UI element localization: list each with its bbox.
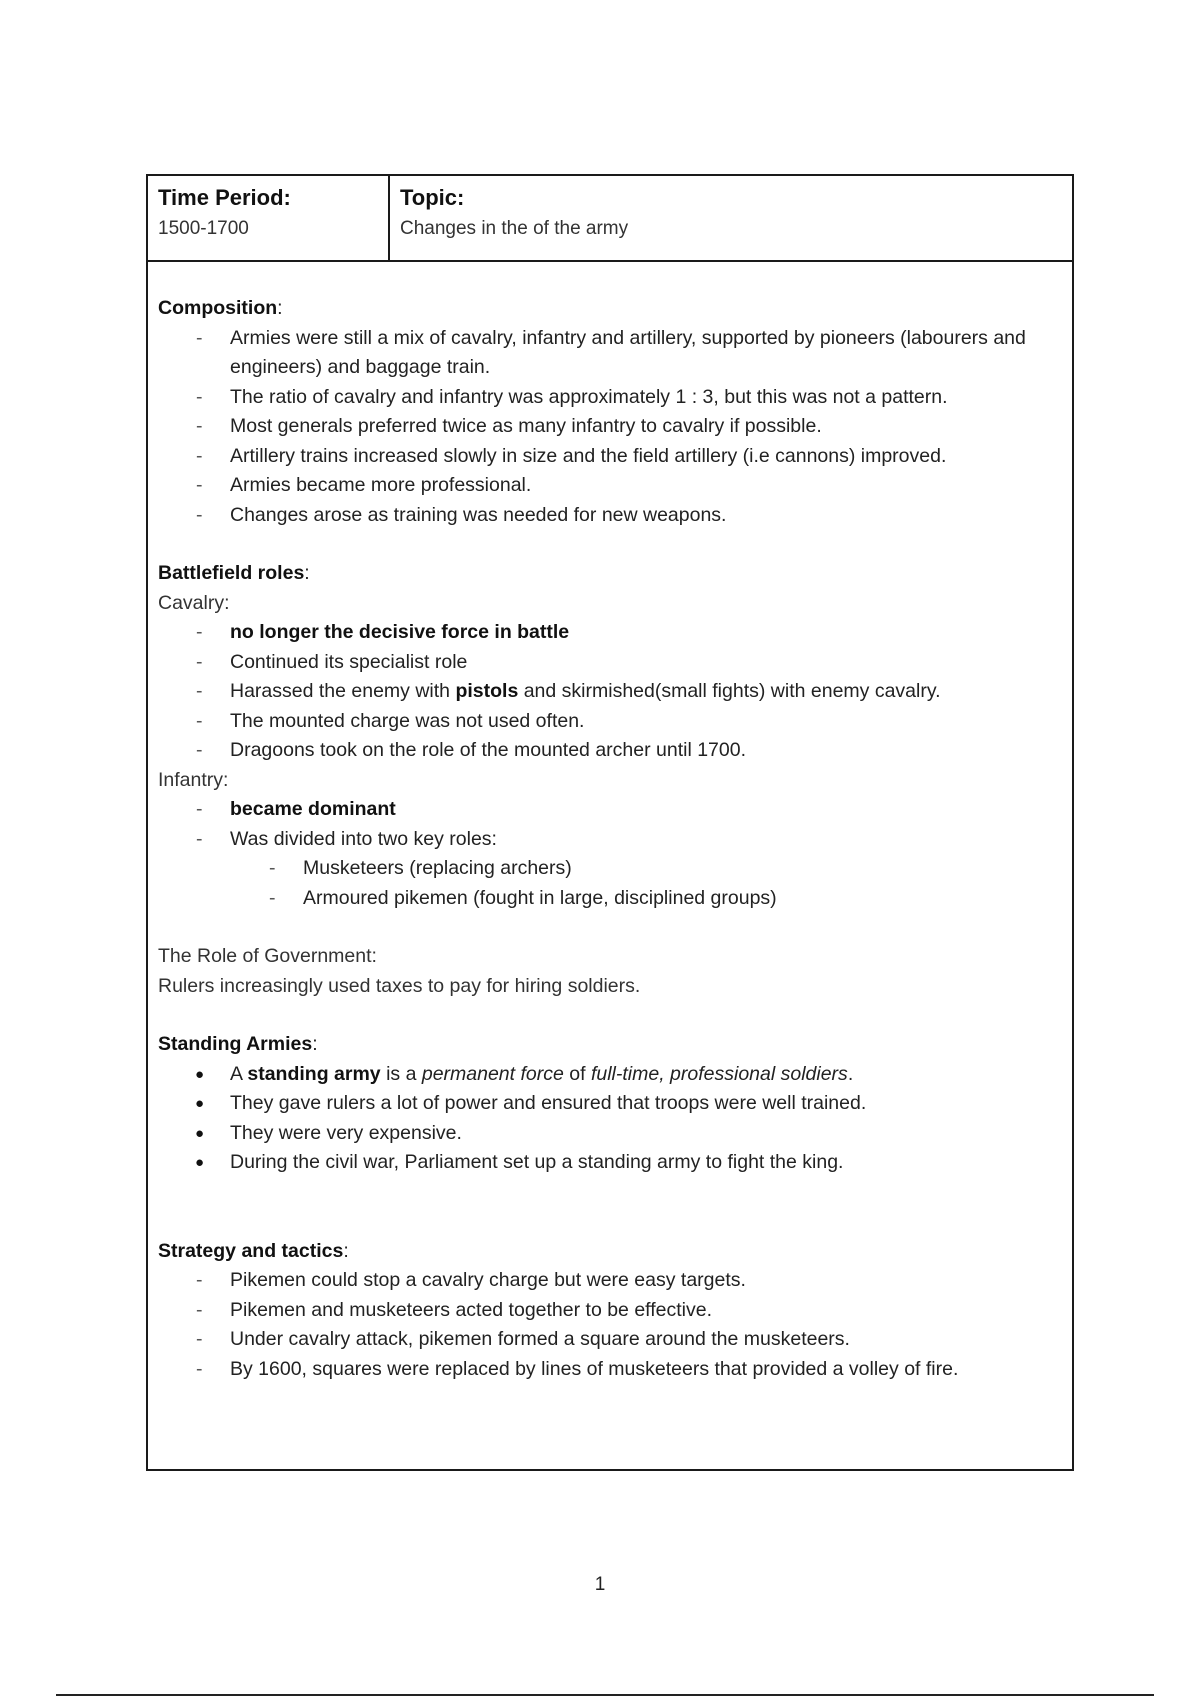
standing-heading [158, 1030, 1062, 1060]
topic-cell [390, 176, 1072, 260]
list-item [158, 618, 1062, 648]
government-title: The Role of Government: [158, 945, 377, 967]
list-item: - Armies were still a mix of cavalry, infantry and artillery, supported by pioneers (labourers and engineers) and baggage train. [158, 324, 1062, 383]
composition-title: Composition [158, 297, 278, 319]
list-item: ● During the civil war, Parliament set up a standing army to fight the king. [158, 1148, 1062, 1178]
text-run: and skirmished(small fights) with enemy cavalry. [518, 680, 941, 702]
sublist-item: - Armoured pikemen (fought in large, disciplined groups) [158, 884, 1062, 914]
list-item: - By 1600, squares were replaced by lines of musketeers that provided a volley of fire. [158, 1355, 1062, 1385]
list-item: - Most generals preferred twice as many infantry to cavalry if possible. [158, 412, 1062, 442]
list-item: - The mounted charge was not used often. [158, 707, 1062, 737]
infantry-item-bold: became dominant [230, 798, 396, 820]
composition-heading [158, 294, 1062, 324]
battlefield-title: Battlefield roles [158, 562, 305, 584]
composition-list [158, 324, 1062, 531]
cavalry-item-bold: no longer the decisive force in battle [230, 621, 570, 643]
list-item [158, 1060, 1062, 1090]
list-item: - Pikemen and musketeers acted together to be effective. [158, 1296, 1062, 1326]
strategy-colon: : [343, 1239, 349, 1262]
list-item: - Changes arose as training was needed for new weapons. [158, 501, 1062, 531]
list-item: - Dragoons took on the role of the mounted archer until 1700. [158, 736, 1062, 766]
strategy-heading [158, 1237, 1062, 1267]
infantry-sublist [158, 854, 1062, 913]
standing-army-bold: standing army [247, 1062, 381, 1085]
time-period-value: 1500-1700 [158, 218, 249, 239]
text-run: Harassed the enemy with [230, 680, 456, 702]
list-item: ● They gave rulers a lot of power and ensured that troops were well trained. [158, 1089, 1062, 1119]
document-content [148, 262, 1072, 1384]
strategy-title: Strategy and tactics [158, 1239, 344, 1262]
infantry-list [158, 795, 1062, 854]
list-item: - Continued its specialist role [158, 648, 1062, 678]
text-run: of [563, 1062, 591, 1085]
list-item [158, 677, 1062, 707]
list-item: - Artillery trains increased slowly in size and the field artillery (i.e cannons) improved. [158, 442, 1062, 472]
text-run: . [847, 1062, 854, 1085]
footer-rule [56, 1694, 1154, 1696]
sublist-item: - Musketeers (replacing archers) [158, 854, 1062, 884]
header-row [148, 176, 1072, 262]
time-period-label: Time Period: [158, 185, 291, 210]
pistols-bold: pistols [455, 680, 519, 702]
standing-title: Standing Armies [158, 1033, 313, 1055]
list-item: - Was divided into two key roles: [158, 825, 1062, 855]
list-item: ● They were very expensive. [158, 1119, 1062, 1149]
text-run: is a [380, 1062, 422, 1085]
battlefield-colon: : [304, 562, 310, 584]
topic-value: Changes in the of the army [400, 218, 629, 239]
page-number: 1 [594, 1574, 606, 1595]
professional-soldiers-italic: full-time, professional soldiers [590, 1062, 848, 1085]
list-item: - Pikemen could stop a cavalry charge but were easy targets. [158, 1266, 1062, 1296]
list-item [158, 795, 1062, 825]
time-period-cell [148, 176, 390, 260]
cavalry-label: Cavalry: [158, 591, 230, 614]
standing-list [158, 1060, 1062, 1178]
list-item: - Under cavalry attack, pikemen formed a square around the musketeers. [158, 1325, 1062, 1355]
document-frame [146, 174, 1074, 1471]
text-run: A [230, 1062, 248, 1085]
standing-colon: : [312, 1033, 318, 1055]
topic-label: Topic: [400, 185, 465, 210]
government-text: Rulers increasingly used taxes to pay for hiring soldiers. [158, 974, 641, 997]
cavalry-list [158, 618, 1062, 766]
battlefield-heading [158, 559, 1062, 589]
list-item: - The ratio of cavalry and infantry was approximately 1 : 3, but this was not a pattern. [158, 383, 1062, 413]
composition-colon: : [277, 297, 283, 319]
permanent-force-italic: permanent force [421, 1062, 564, 1085]
strategy-list [158, 1266, 1062, 1384]
infantry-label: Infantry: [158, 768, 229, 791]
list-item: - Armies became more professional. [158, 471, 1062, 501]
